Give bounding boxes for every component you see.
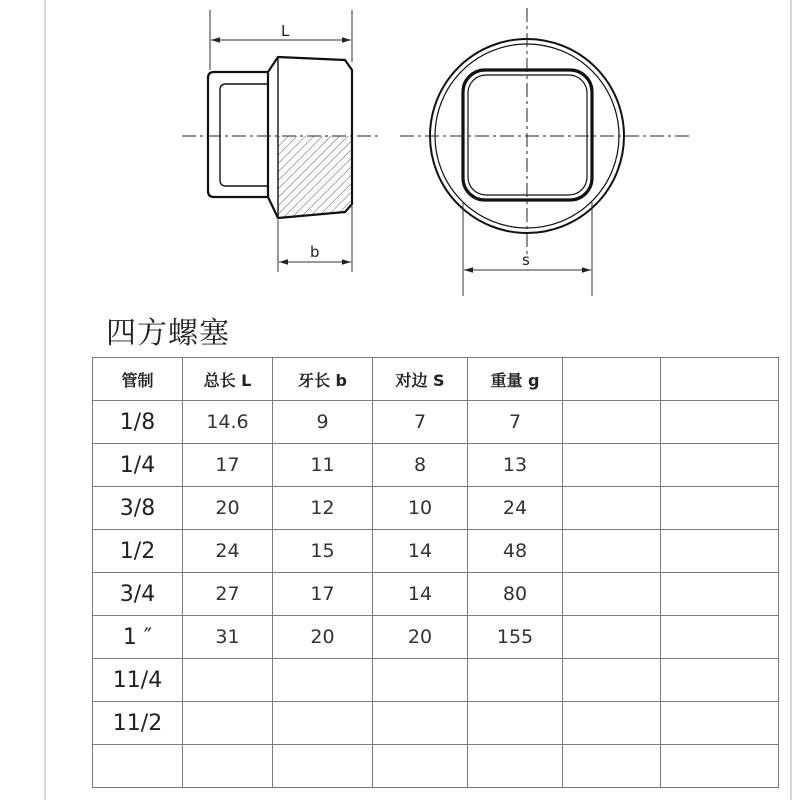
- table-cell: 24: [468, 487, 563, 530]
- pipe-size-cell: 11/2: [93, 702, 183, 745]
- table-row: [93, 401, 779, 444]
- table-header-row: [93, 358, 779, 401]
- table-cell: 14: [373, 573, 468, 616]
- table-cell: [563, 401, 661, 444]
- table-cell: [563, 659, 661, 702]
- table-header-cell: 牙长 b: [273, 358, 373, 401]
- table-cell: [661, 401, 779, 444]
- table-cell: 80: [468, 573, 563, 616]
- table-cell: [661, 659, 779, 702]
- table-cell: [183, 659, 273, 702]
- table-header-cell: 管制: [93, 358, 183, 401]
- table-cell: 20: [273, 616, 373, 659]
- table-cell: [563, 530, 661, 573]
- table-cell: [661, 444, 779, 487]
- table-cell: 8: [373, 444, 468, 487]
- table-row: [93, 573, 779, 616]
- table-cell: [563, 573, 661, 616]
- pipe-size-cell: 11/4: [93, 659, 183, 702]
- pipe-size-cell: 1 ″: [93, 616, 183, 659]
- table-row: [93, 530, 779, 573]
- table-header-cell: 重量 g: [468, 358, 563, 401]
- table-cell: 48: [468, 530, 563, 573]
- plug-head-inner-line: [220, 84, 268, 186]
- table-cell: 31: [183, 616, 273, 659]
- dimension-label-L: L: [281, 22, 290, 40]
- table-cell: [373, 659, 468, 702]
- table-cell: [661, 530, 779, 573]
- plug-head-outline: [208, 72, 268, 197]
- table-cell: [183, 702, 273, 745]
- table-row: [93, 702, 779, 745]
- table-cell: 17: [273, 573, 373, 616]
- table-row: [93, 616, 779, 659]
- product-title: 四方螺塞: [106, 316, 230, 351]
- table-cell: 24: [183, 530, 273, 573]
- dimension-label-b: b: [310, 243, 320, 261]
- table-cell: [273, 745, 373, 788]
- table-row: [93, 444, 779, 487]
- table-cell: 27: [183, 573, 273, 616]
- table-cell: [563, 745, 661, 788]
- table-cell: 12: [273, 487, 373, 530]
- table-cell: [563, 444, 661, 487]
- table-cell: [468, 745, 563, 788]
- pipe-size-cell: 1/4: [93, 444, 183, 487]
- technical-drawing: [0, 0, 800, 300]
- table-cell: 11: [273, 444, 373, 487]
- table-row: [93, 659, 779, 702]
- end-view: [400, 8, 690, 296]
- table-cell: [563, 487, 661, 530]
- table-cell: 9: [273, 401, 373, 444]
- table-cell: [273, 659, 373, 702]
- table-cell: [273, 702, 373, 745]
- table-cell: [183, 745, 273, 788]
- table-cell: 17: [183, 444, 273, 487]
- table-row: [93, 487, 779, 530]
- pipe-size-cell: 3/8: [93, 487, 183, 530]
- table-cell: 20: [183, 487, 273, 530]
- table-cell: [563, 702, 661, 745]
- table-cell: 155: [468, 616, 563, 659]
- thread-section-hatch: [278, 136, 352, 218]
- table-cell: 20: [373, 616, 468, 659]
- spec-table: [92, 357, 779, 788]
- table-cell: 13: [468, 444, 563, 487]
- table-cell: [661, 616, 779, 659]
- table-cell: 7: [373, 401, 468, 444]
- pipe-size-cell: 3/4: [93, 573, 183, 616]
- table-cell: [661, 487, 779, 530]
- spec-table-body: [93, 358, 779, 788]
- table-header-cell: 对边 S: [373, 358, 468, 401]
- table-cell: 10: [373, 487, 468, 530]
- pipe-size-cell: 1/2: [93, 530, 183, 573]
- pipe-size-cell: [93, 745, 183, 788]
- dimension-label-s: s: [522, 251, 530, 269]
- table-cell: [661, 573, 779, 616]
- table-cell: [373, 702, 468, 745]
- table-cell: [373, 745, 468, 788]
- table-cell: 14: [373, 530, 468, 573]
- table-header-cell: [563, 358, 661, 401]
- table-cell: [468, 702, 563, 745]
- pipe-size-cell: 1/8: [93, 401, 183, 444]
- table-cell: 15: [273, 530, 373, 573]
- table-row: [93, 745, 779, 788]
- table-cell: [563, 616, 661, 659]
- table-header-cell: 总长 L: [183, 358, 273, 401]
- table-cell: [661, 745, 779, 788]
- side-view: [182, 10, 380, 272]
- table-header-cell: [661, 358, 779, 401]
- table-cell: 7: [468, 401, 563, 444]
- table-cell: [661, 702, 779, 745]
- table-cell: 14.6: [183, 401, 273, 444]
- table-cell: [468, 659, 563, 702]
